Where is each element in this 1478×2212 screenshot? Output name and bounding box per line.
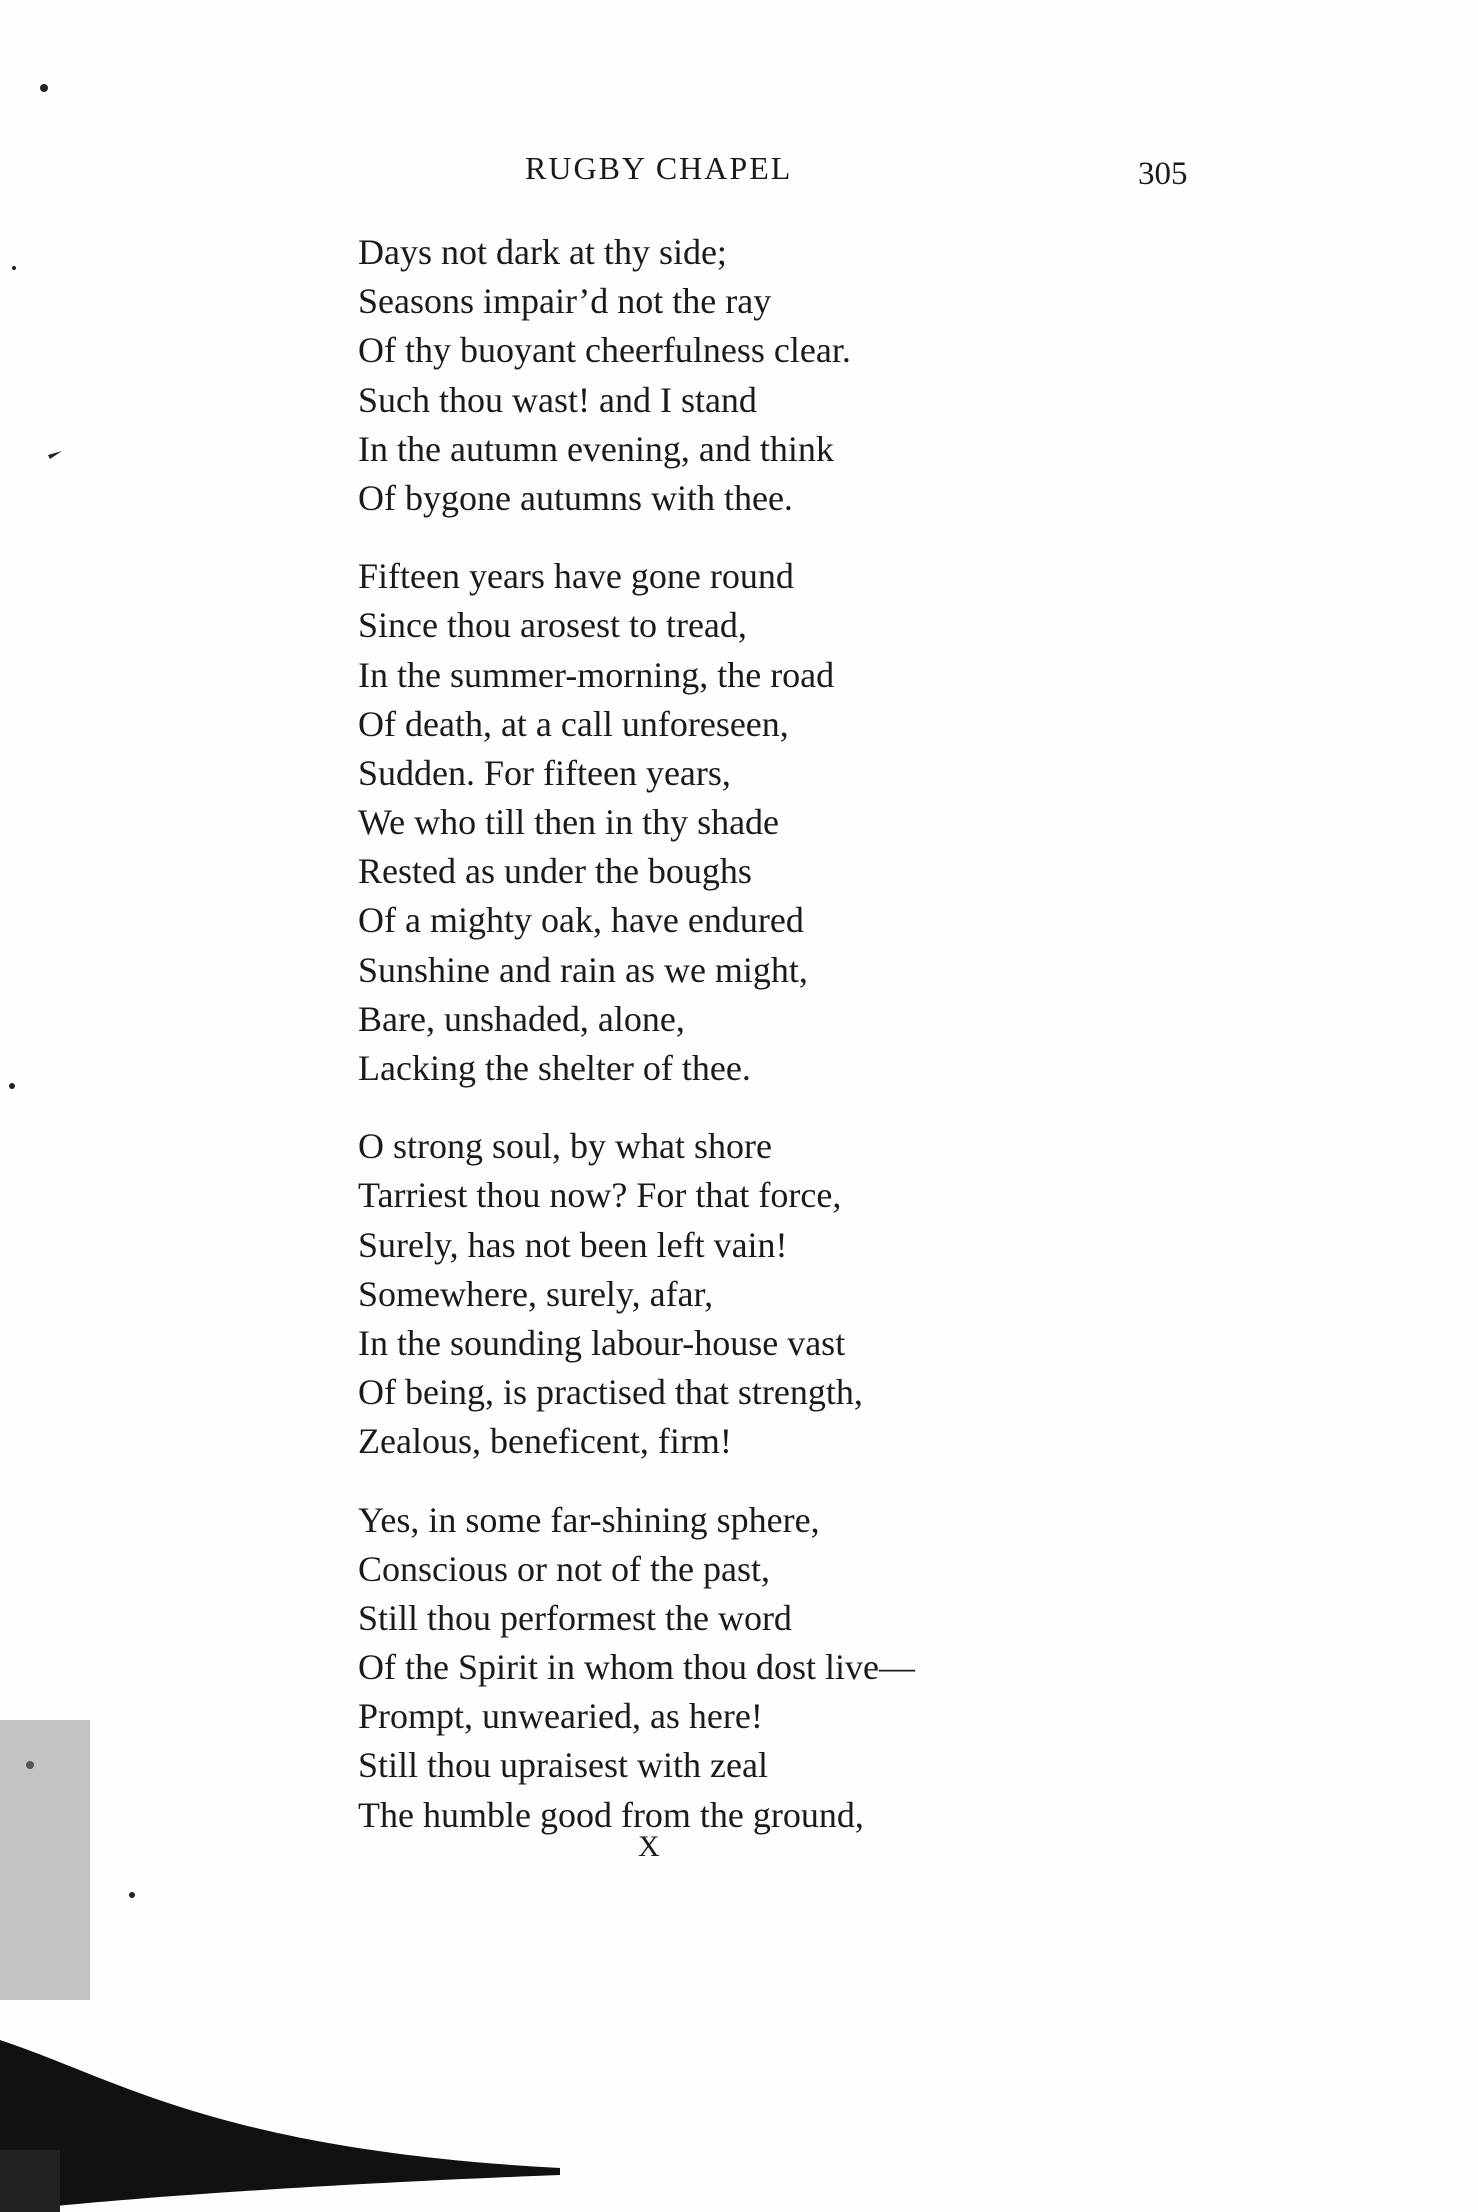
poem-line: Lacking the shelter of thee. (358, 1048, 751, 1088)
poem-line: We who till then in thy shade (358, 802, 780, 843)
poem-line: Rested as under the boughs (358, 851, 752, 892)
poem-line: Of the Spirit in whom thou dost live— (358, 1647, 915, 1688)
poem-line: Surely, has not been left vain! (358, 1224, 788, 1265)
poem-line: Bare, unshaded, alone, (358, 998, 685, 1039)
poem-line: Of bygone autumns with thee. (358, 477, 793, 518)
poem-line: Still thou upraisest with zeal (358, 1745, 768, 1786)
stanza (358, 1122, 1118, 1466)
poem-line: In the summer-morning, the road (358, 654, 835, 695)
page-number: 305 (1138, 156, 1188, 192)
poem-line: Of a mighty oak, have endured (358, 900, 804, 941)
stanza (358, 228, 1118, 523)
poem-line: Prompt, unwearied, as here! (358, 1696, 763, 1737)
poem-line: Since thou arosest to tread, (358, 605, 747, 646)
poem-line: Seasons impair’d not the ray (358, 281, 772, 322)
poem-line: Sunshine and rain as we might, (358, 949, 808, 990)
poem-body (358, 228, 1118, 1840)
poem-line: The humble good from the ground, (358, 1794, 864, 1835)
poem-line: Zealous, beneficent, firm! (358, 1421, 732, 1462)
poem-line: Still thou performest the word (358, 1597, 792, 1638)
poem-line: Sudden. For fifteen years, (358, 752, 731, 793)
poem-line: In the sounding labour-house vast (358, 1322, 846, 1363)
signature-mark: X (638, 1830, 662, 1863)
poem-line: Days not dark at thy side; (358, 232, 727, 272)
poem-line: Fifteen years have gone round (358, 556, 794, 597)
poem-line: In the autumn evening, and think (358, 428, 834, 469)
poem-line: O strong soul, by what shore (358, 1126, 772, 1167)
poem-line: Tarriest thou now? For that force, (358, 1175, 842, 1216)
running-head (0, 150, 1478, 190)
running-title: RUGBY CHAPEL (525, 150, 793, 186)
poem-line: Somewhere, surely, afar, (358, 1273, 714, 1314)
poem-line: Such thou wast! and I stand (358, 379, 757, 420)
poem-line: Of death, at a call unforeseen, (358, 703, 789, 744)
stanza (358, 552, 1118, 1093)
poem-line: Of thy buoyant cheerfulness clear. (358, 330, 851, 371)
poem-line: Yes, in some far-shining sphere, (358, 1499, 820, 1540)
poem-line: Of being, is practised that strength, (358, 1372, 863, 1413)
poem-line: Conscious or not of the past, (358, 1548, 770, 1589)
stanza (358, 1496, 1118, 1840)
